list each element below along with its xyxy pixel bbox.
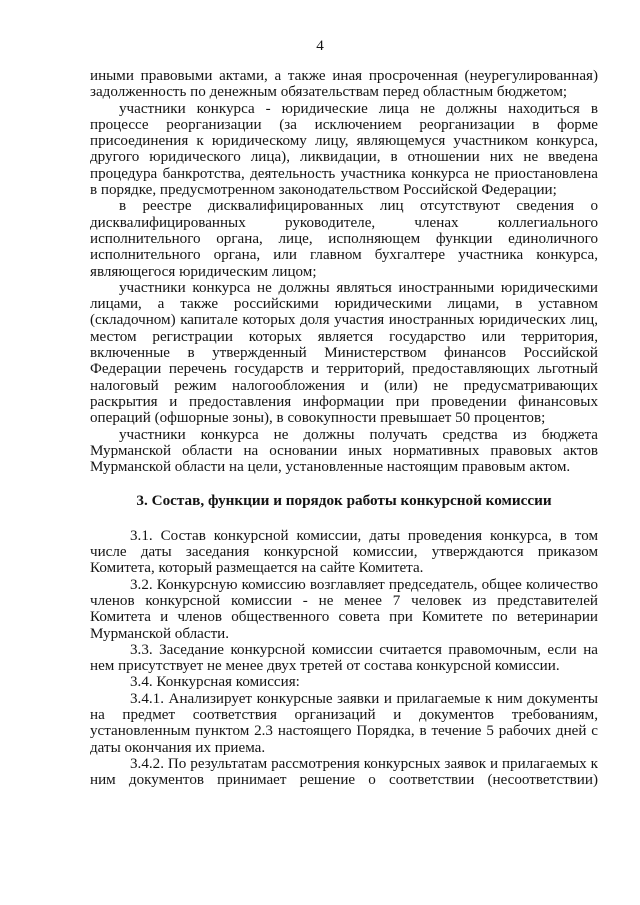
page-number: 4 <box>316 38 324 54</box>
paragraph-3-1: 3.1. Состав конкурсной комиссии, даты проведения конкурса, в том числе даты заседания конкурсной комиссии, утверждаются приказом Комитета, который размещается на сайте Комитета. <box>90 527 598 577</box>
paragraph-3-4-2: 3.4.2. По результатам рассмотрения конкурсных заявок и прилагаемых к ним документов принимает решение о соответствии (несоответствии) <box>90 755 598 789</box>
paragraph-3-3: 3.3. Заседание конкурсной комиссии считается правомочным, если на нем присутствует не менее двух третей от состава конкурсной комиссии. <box>90 641 598 675</box>
paragraph-3-4-1: 3.4.1. Анализирует конкурсные заявки и прилагаемые к ним документы на предмет соответствия организаций и документов требованиям, установленным пунктом 2.3 настоящего Порядка, в течение 5 рабочих дней с даты окончания их приема. <box>90 690 598 756</box>
paragraph-3-2: 3.2. Конкурсную комиссию возглавляет председатель, общее количество членов конкурсной комиссии - не менее 7 человек из представителей Комитета и членов общественного совета при Комитете по ветеринарии Мурманской области. <box>90 576 598 642</box>
section-heading: 3. Состав, функции и порядок работы конкурсной комиссии <box>136 492 552 510</box>
paragraph-disqualified-register: в реестре дисквалифицированных лиц отсутствуют сведения о дисквалифицированных руководителе, членах коллегиального исполнительного органа, лице, исполняющем функции единоличного исполнительного органа, или главном бухгалтере участника конкурса, являющегося юридическим лицом; <box>90 198 598 280</box>
paragraph-reorganization: участники конкурса - юридические лица не должны находиться в процессе реорганизации (за исключением реорганизации в форме присоединения к юридическому лицу, являющемуся участником конкурса, другого юридического лица), ликвидации, в отношении них не введена процедура банкротства, деятельность участника конкурса не приостановлена в порядке, предусмотренном законодательством Российской Федерации; <box>90 100 598 199</box>
paragraph-foreign-entities: участники конкурса не должны являться иностранными юридическими лицами, а также российскими юридическими лицами, в уставном (складочном) капитале которых доля участия иностранных юридических лиц, местом регистрации которых является государство или территория, включенные в утвержденный Министерством финансов Российской Федерации перечень государств и территорий, предоставляющих льготный налоговый режим налогообложения и (или) не предусматривающих раскрытия и предоставления информации при проведении финансовых операций (офшорные зоны), в совокупности превышает 50 процентов; <box>90 279 598 427</box>
paragraph-3-4: 3.4. Конкурсная комиссия: <box>130 674 300 691</box>
paragraph-continuation: иными правовыми актами, а также иная просроченная (неурегулированная) задолженность по денежным обязательствам перед областным бюджетом; <box>90 68 598 101</box>
paragraph-budget-funds: участники конкурса не должны получать средства из бюджета Мурманской области на основании иных нормативных правовых актов Мурманской области на цели, установленные настоящим правовым актом. <box>90 426 598 476</box>
document-body <box>90 68 598 788</box>
